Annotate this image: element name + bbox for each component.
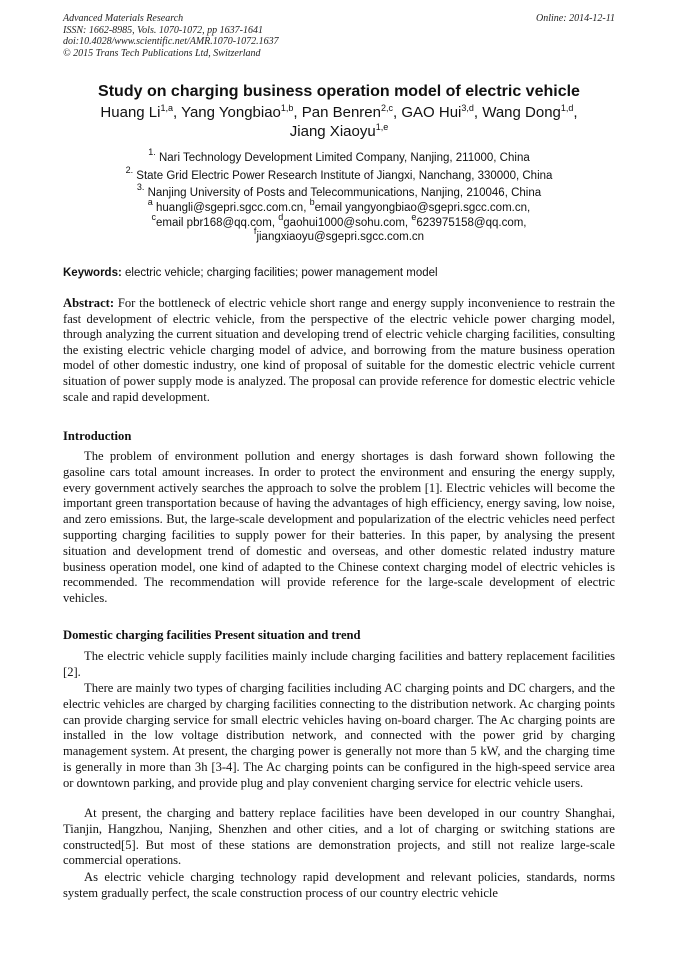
- email-line: $^c$email pbr168@qq.com, $^d$gaohui1000@sohu.com, $^e$623975158@qq.com,: [151, 211, 527, 229]
- author-name: Wang Dong: [482, 104, 561, 121]
- online-date: Online: 2014-12-11: [536, 13, 615, 24]
- copyright-line: © 2015 Trans Tech Publications Ltd, Switzerland: [63, 47, 261, 59]
- author-sup: 1,a: [160, 103, 173, 113]
- author-name: Pan Benren: [301, 104, 381, 121]
- author-name: GAO Hui: [401, 104, 462, 121]
- author-list: Huang Li$^{1,a}$, Yang Yongbiao$^{1,b}$, Pan Benren$^{2,c}$, GAO Hui$^{3,d}$, Wang Dong$^{1,d}$, Jiang Xiaoyu$^{1,e}$: [100, 103, 578, 140]
- keywords-text: electric vehicle; charging facilities; power management model: [121, 267, 438, 279]
- affiliation-item: $^{1.}$ Nari Technology Development Limited Company, Nanjing, 211000, China: [148, 147, 530, 164]
- domestic-paragraph-2: There are mainly two types of charging facilities including AC charging points and DC chargers, and the electric vehicles are charged by charging facilities connecting to the distribution network. Ac charging points can provide charging service for small electric vehicles having on-board charger. The Ac charging points are installed in the low voltage distribution network, and connected with the power grid by charging management system. At present, the charging power is generally not more than 5 kW, and the charging time is generally in more than 3h [3-4]. The Ac charging points can be configured in the high-speed service area or downtown parking, and provide plug and play convenient charging service for electric vehicle users.: [63, 681, 615, 790]
- abstract-label: Abstract:: [63, 296, 115, 310]
- domestic-paragraph-1: The electric vehicle supply facilities mainly include charging facilities and battery replacement facilities [2].: [63, 649, 615, 679]
- affiliation-list: [63, 147, 615, 203]
- author-sup: 2,c: [381, 103, 394, 113]
- abstract-text: For the bottleneck of electric vehicle short range and energy supply inconvenience to restrain the fast development of electric vehicle, from the perspective of the electric vehicle power charging model, through analyzing the current situation and developing trend of electric vehicle charging facilities, consulting the existing electric vehicle charging model of advice, and borrowing from the mature business operation model of other domestic industry, one kind of proposal of suitable for the domestic electric vehicle current situation of power supply mode is analyzed. The proposal can provide reference for domestic electric vehicle scale and rapid development.: [63, 296, 615, 404]
- email-line: $^f$jiangxiaoyu@sgepri.sgcc.com.cn: [253, 226, 425, 243]
- author-sup: 3,d: [461, 103, 474, 113]
- issn-line: ISSN: 1662-8985, Vols. 1070-1072, pp 1637-1641: [63, 24, 263, 36]
- author-sup: 1,d: [560, 103, 574, 113]
- journal-name: Advanced Materials Research: [63, 13, 184, 24]
- email-line: $^a$ huangli@sgepri.sgcc.com.cn, $^b$email yangyongbiao@sgepri.sgcc.com.cn,: [147, 197, 531, 214]
- journal-header: [63, 13, 615, 59]
- author-name: Yang Yongbiao: [181, 104, 281, 121]
- author-sup: 1,b: [280, 103, 294, 113]
- doi-line: doi:10.4028/www.scientific.net/AMR.1070-1072.1637: [63, 36, 279, 47]
- author-sup: 1,e: [375, 122, 389, 132]
- author-name: Jiang Xiaoyu: [289, 123, 376, 140]
- introduction-paragraph: The problem of environment pollution and energy shortages is dash forward shown following the gasoline cars total amount increases. In order to protect the environment and ensuring the energy supply, every government actively searches the approach to solve the problem [1]. Electric vehicles will become the important green transportation because of having the advantages of high efficiency, energy saving, low noise, and zero emissions. But, the large-scale development and popularization of the electric vehicles need perfect supporting charging facilities to supply power for their batteries. In this paper, by analysing the present situation and development trend of domestic and overseas, and other domestic related industry mature business operation model, one kind of adapted to the Chinese context charging model of electric vehicles is recommended. The recommendation will provide reference for the large-scale development of electric vehicles.: [63, 449, 615, 606]
- keywords: [63, 266, 615, 281]
- email-list: [63, 197, 615, 245]
- section-heading-introduction: Introduction: [63, 429, 132, 443]
- paper-title: Study on charging business operation model of electric vehicle: [98, 83, 580, 100]
- domestic-paragraph-3: At present, the charging and battery replace facilities have been developed in our country Shanghai, Tianjin, Hangzhou, Nanjing, Shenzhen and other cities, and a lot of charging or switching stations are constructed[5]. But most of these stations are demonstration projects, and still not realize large-scale commercial operations.: [63, 806, 615, 868]
- domestic-paragraph-4: As electric vehicle charging technology rapid development and relevant policies, standards, norms system gradually perfect, the scale construction process of our country electric vehicle: [63, 870, 615, 900]
- keywords-label: Keywords:: [63, 267, 122, 279]
- affiliation-item: $^{2.}$ State Grid Electric Power Research Institute of Jiangxi, Nanchang, 330000, China: [125, 164, 553, 182]
- abstract: [63, 296, 615, 405]
- author-name: Huang Li: [100, 104, 161, 121]
- affiliation-item: $^{3.}$ Nanjing University of Posts and Telecommunications, Nanjing, 210046, China: [136, 182, 542, 199]
- section-heading-domestic: Domestic charging facilities Present situation and trend: [63, 628, 361, 642]
